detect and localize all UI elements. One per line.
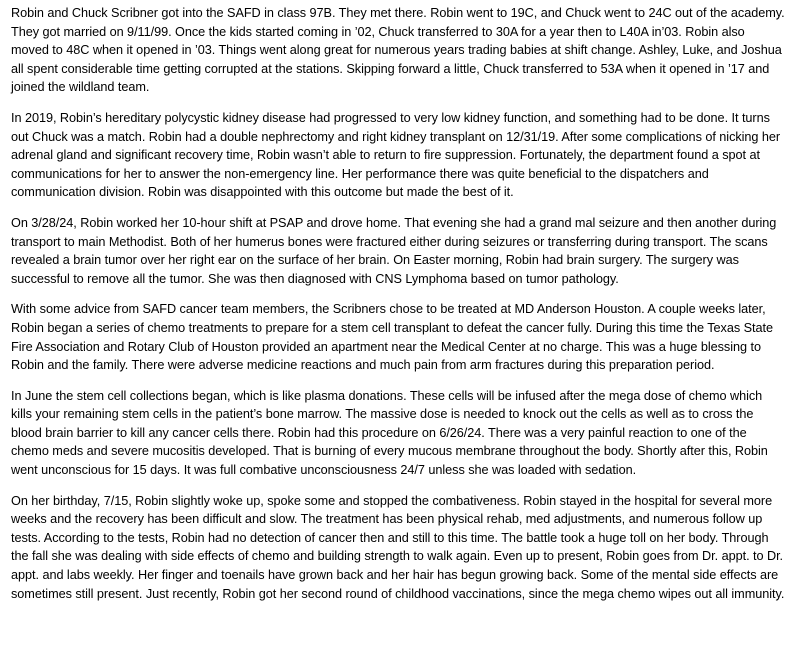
paragraph-md-anderson-treatment: With some advice from SAFD cancer team members, the Scribners chose to be treated at MD Anderson Houston. A couple weeks later, Robin began a series of chemo treatments to prepare for a stem cell transplant to defeat the cancer fully. During this time the Texas State Fire Association and Rotary Club of Houston provided an apartment near the Medical Center at no charge. This was a huge blessing to Robin and the family. There were adverse medicine reactions and much pain from arm fractures during this preparation period. <box>11 302 773 373</box>
paragraph-recovery: On her birthday, 7/15, Robin slightly woke up, spoke some and stopped the combativeness. Robin stayed in the hospital for several more weeks and the recovery has been difficult and slow. The treatment has been physical rehab, med adjustments, and numerous follow up tests. According to the tests, Robin had no detection of cancer then and still to this time. The battle took a huge toll on her body. Through the fall she was dealing with side effects of chemo and building strength to walk again. Even up to present, Robin goes from Dr. appt. to Dr. appt. and labs weekly. Her finger and toenails have grown back and her hair has begun growing back. Some of the mental side effects are sometimes still present. Just recently, Robin got her second round of childhood vaccinations, since the mega chemo wipes out all immunity. <box>11 493 785 601</box>
paragraph-kidney-transplant: In 2019, Robin’s hereditary polycystic kidney disease had progressed to very low kidney function, and something had to be done. It turns out Chuck was a match. Robin had a double nephrectomy and right kidney transplant on 12/31/19. After some complications of nicking her adrenal gland and significant recovery time, Robin wasn’t able to return to fire suppression. Fortunately, the department found a spot at communications for her to answer the non-emergency line. Her performance there was quite beneficial to the dispatchers and communication division. Robin was disappointed with this outcome but made the best of it. <box>11 110 781 200</box>
paragraph-academy-and-marriage: Robin and Chuck Scribner got into the SAFD in class 97B. They met there. Robin went to 19C, and Chuck went to 24C out of the academy. They got married on 9/11/99. Once the kids started coming in ’02, Chuck transferred to 30A for a year then to L40A in’03. Robin also moved to 48C when it opened in ’03. Things went along great for numerous years trading babies at shift change. Ashley, Luke, and Joshua all spent considerable time getting corrupted at the stations. Skipping forward a little, Chuck transferred to 53A when it opened in ’17 and joined the wildland team. <box>11 6 785 95</box>
paragraph-seizure-and-surgery: On 3/28/24, Robin worked her 10-hour shift at PSAP and drove home. That evening she had a grand mal seizure and then another during transport to main Methodist. Both of her humerus bones were fractured either during seizures or transferring during transport. The scans revealed a brain tumor over her right ear on the surface of her brain. On Easter morning, Robin had brain surgery. The surgery was successful to remove all the tumor. She was then diagnosed with CNS Lymphoma based on tumor pathology. <box>11 215 777 286</box>
paragraph-stem-cell-procedure: In June the stem cell collections began, which is like plasma donations. These cells will be infused after the mega dose of chemo which kills your remaining stem cells in the patient’s bone marrow. The massive dose is needed to knock out the cells as well as to cross the blood brain barrier to kill any cancer cells there. Robin had this procedure on 6/26/24. There was a very painful reaction to one of the chemo meds and severe mucositis developed. That is burning of every mucous membrane throughout the body. Shortly after this, Robin went unconscious for 15 days. It was full combative unconsciousness 24/7 unless she was loaded with sedation. <box>11 388 768 478</box>
